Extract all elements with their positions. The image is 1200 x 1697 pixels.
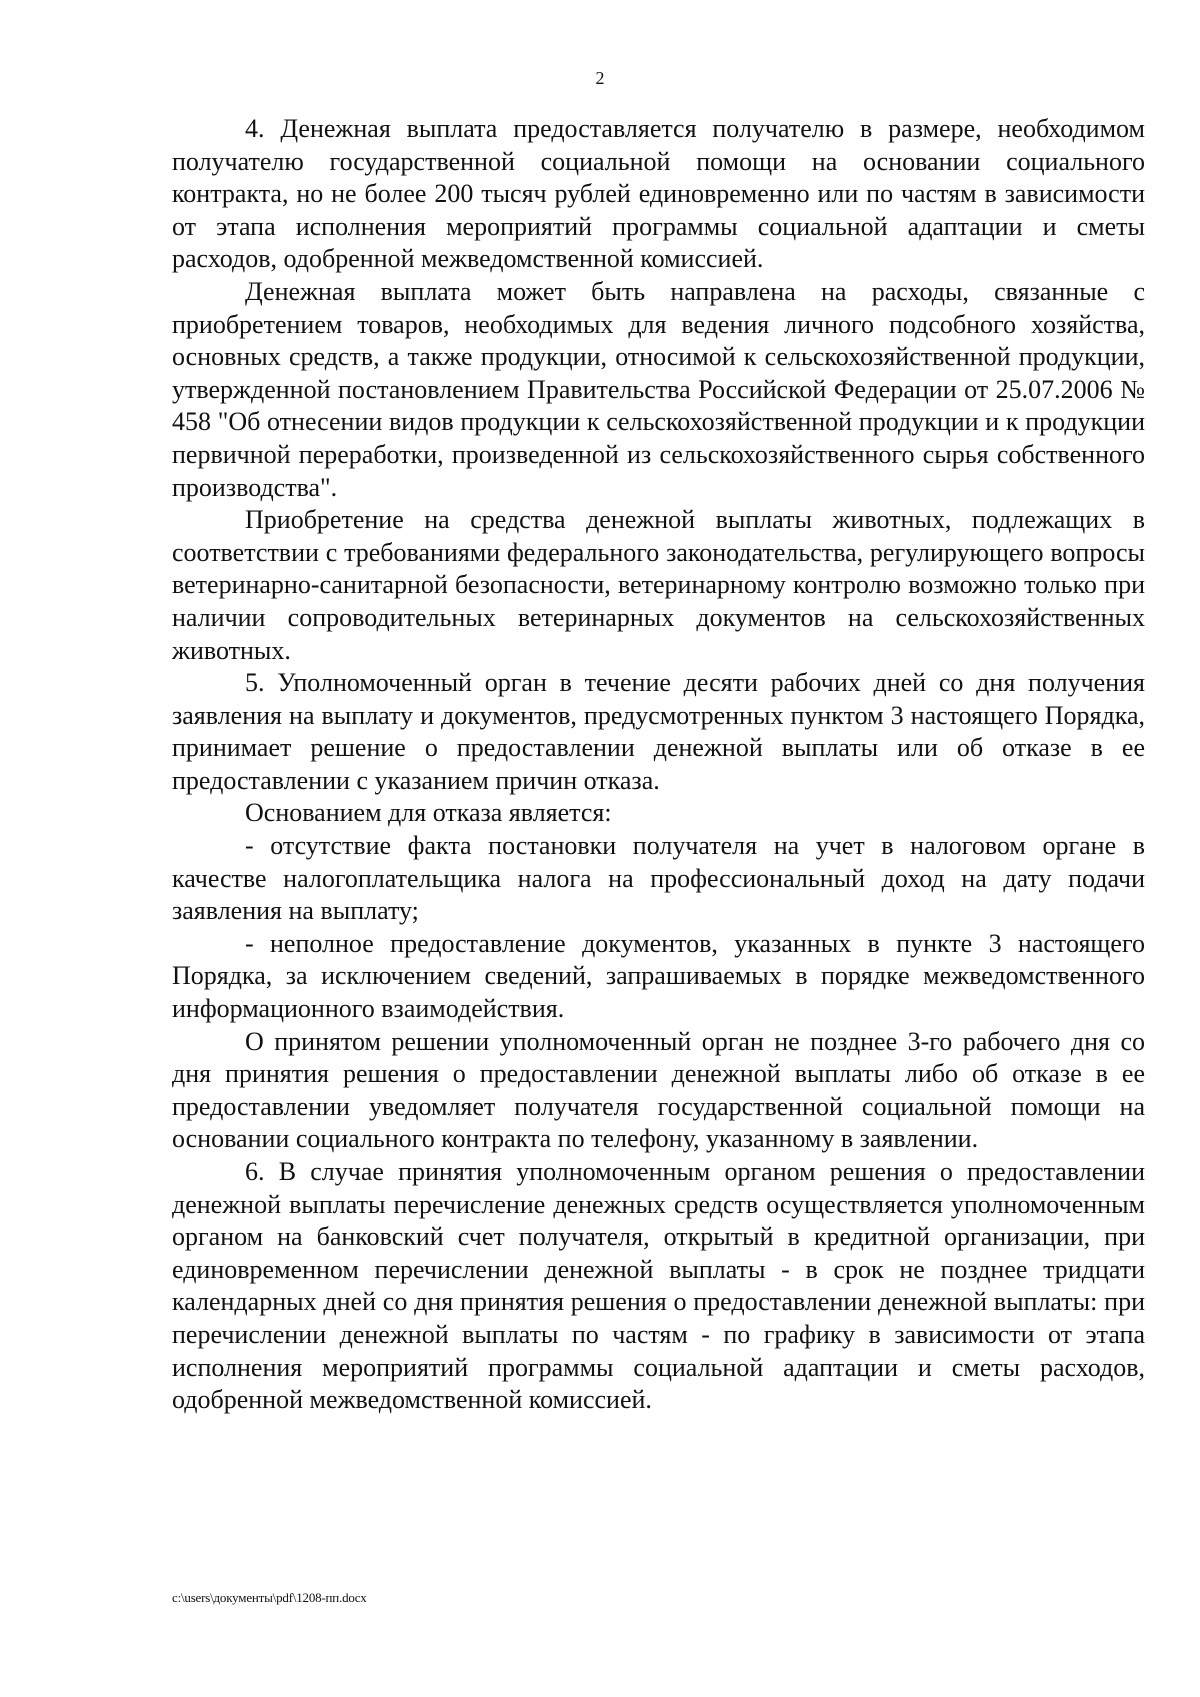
paragraph-decision-notice: О принятом решении уполномоченный орган не позднее 3-го рабочего дня со дня принятия решения о предоставлении денежной выплаты либо об отказе в ее предоставлении уведомляет получателя государственной социальной помощи на основании социального контракта по телефону, указанному в заявлении. bbox=[172, 1026, 1145, 1154]
page-number: 2 bbox=[595, 68, 605, 88]
paragraph-payment-expenses: Денежная выплата может быть направлена на расходы, связанные с приобретением товаров, необходимых для ведения личного подсобного хозяйства, основных средств, а также продукции, относимой к сельскохозяйственной продукции, утвержденной постановлением Правительства Российской Федерации от 25.07.2006 № 458 "Об отнесении видов продукции к сельскохозяйственной продукции и к продукции первичной переработки, произведенной из сельскохозяйственного сырья собственного производства". bbox=[172, 276, 1145, 502]
paragraph-refusal-reason-2: - неполное предоставление документов, указанных в пункте 3 настоящего Порядка, за исключением сведений, запрашиваемых в порядке межведомственного информационного взаимодействия. bbox=[172, 928, 1145, 1024]
paragraph-item-4: 4. Денежная выплата предоставляется получателю в размере, необходимом получателю государственной социальной помощи на основании социального контракта, но не более 200 тысяч рублей единовременно или по частям в зависимости от этапа исполнения мероприятий программы социальной адаптации и сметы расходов, одобренной межведомственной комиссией. bbox=[172, 114, 1145, 274]
paragraph-item-5: 5. Уполномоченный орган в течение десяти рабочих дней со дня получения заявления на выплату и документов, предусмотренных пунктом 3 настоящего Порядка, принимает решение о предоставлении денежной выплаты или об отказе в ее предоставлении с указанием причин отказа. bbox=[172, 668, 1145, 795]
paragraph-item-6: 6. В случае принятия уполномоченным органом решения о предоставлении денежной выплаты перечисление денежных средств осуществляется уполномоченным органом на банковский счет получателя, открытый в кредитной организации, при единовременном перечислении денежной выплаты - в срок не позднее тридцати календарных дней со дня принятия решения о предоставлении денежной выплаты: при перечислении денежной выплаты по частям - по графику в зависимости от этапа исполнения мероприятий программы социальной адаптации и сметы расходов, одобренной межведомственной комиссией. bbox=[172, 1157, 1145, 1415]
paragraph-animals-purchase: Приобретение на средства денежной выплаты животных, подлежащих в соответствии с требованиями федерального законодательства, регулирующего вопросы ветеринарно-санитарной безопасности, ветеринарному контролю возможно только при наличии сопроводительных ветеринарных документов на сельскохозяйственных животных. bbox=[172, 505, 1145, 665]
document-body bbox=[172, 113, 1145, 1417]
footer-file-path: c:\users\документы\pdf\1208-пп.docx bbox=[172, 1590, 367, 1605]
paragraph-refusal-grounds: Основанием для отказа является: bbox=[245, 798, 612, 828]
paragraph-refusal-reason-1: - отсутствие факта постановки получателя на учет в налоговом органе в качестве налогоплательщика налога на профессиональный доход на дату подачи заявления на выплату; bbox=[172, 831, 1145, 926]
